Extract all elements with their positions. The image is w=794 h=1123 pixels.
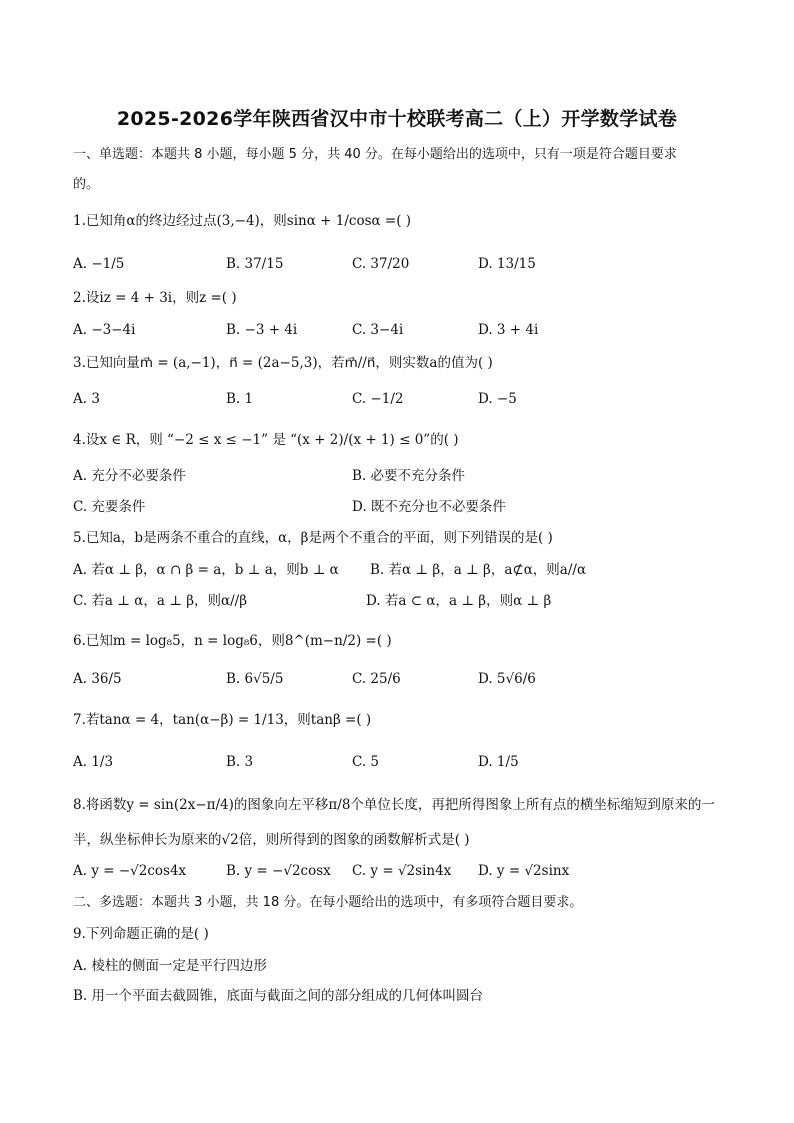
question-9-stem: 9.下列命题正确的是( ) xyxy=(73,926,209,942)
question-2-option-a: A. −3−4i xyxy=(73,322,136,338)
question-6-stem: 6.已知m = log₈5，n = log₈6，则8^(m−n/2) =( ) xyxy=(73,633,392,649)
question-9-option-b: B. 用一个平面去截圆锥，底面与截面之间的部分组成的几何体叫圆台 xyxy=(73,988,484,1004)
question-3-stem: 3.已知向量m⃗ = (a,−1)，n⃗ = (2a−5,3)，若m⃗//n⃗，则实数a的值为( ) xyxy=(73,355,493,371)
question-1-option-d: D. 13/15 xyxy=(478,256,536,272)
section-1-heading: 一、单选题：本题共 8 小题，每小题 5 分，共 40 分。在每小题给出的选项中，只有一项是符合题目要求 xyxy=(73,147,677,162)
section-1-heading-cont: 的。 xyxy=(73,177,100,192)
question-5-option-b: B. 若α ⊥ β，a ⊥ β，a⊄α，则a//α xyxy=(370,562,587,578)
question-4-option-c: C. 充要条件 xyxy=(73,499,146,515)
question-4-option-b: B. 必要不充分条件 xyxy=(352,468,466,484)
question-9-option-a: A. 棱柱的侧面一定是平行四边形 xyxy=(73,958,267,974)
question-8-stem: 8.将函数y = sin(2x−π/4)的图象向左平移π/8个单位长度，再把所得图象上所有点的横坐标缩短到原来的一 xyxy=(73,797,715,813)
question-6-option-d: D. 5√6/6 xyxy=(478,671,536,687)
question-1-option-c: C. 37/20 xyxy=(352,256,410,272)
question-7-option-d: D. 1/5 xyxy=(478,754,519,770)
question-5-option-a: A. 若α ⊥ β，α ∩ β = a，b ⊥ a，则b ⊥ α xyxy=(73,562,339,578)
question-6-option-b: B. 6√5/5 xyxy=(226,671,284,687)
question-8-option-b: B. y = −√2cosx xyxy=(226,863,331,879)
question-2-option-d: D. 3 + 4i xyxy=(478,322,539,338)
question-7-option-c: C. 5 xyxy=(352,754,380,770)
question-6-option-a: A. 36/5 xyxy=(73,671,122,687)
question-5-option-d: D. 若a ⊂ α，a ⊥ β，则α ⊥ β xyxy=(366,593,552,609)
question-5-stem: 5.已知a，b是两条不重合的直线，α，β是两个不重合的平面，则下列错误的是( ) xyxy=(73,530,553,546)
page-title: 2025-2026学年陕西省汉中市十校联考高二（上）开学数学试卷 xyxy=(116,108,678,130)
question-4-option-a: A. 充分不必要条件 xyxy=(73,468,186,484)
question-7-option-a: A. 1/3 xyxy=(73,754,114,770)
question-4-option-d: D. 既不充分也不必要条件 xyxy=(352,499,506,515)
question-8-option-a: A. y = −√2cos4x xyxy=(73,863,187,879)
section-2-heading: 二、多选题：本题共 3 小题，共 18 分。在每小题给出的选项中，有多项符合题目要求。 xyxy=(73,895,583,910)
question-3-option-a: A. 3 xyxy=(73,391,100,407)
question-2-stem: 2.设iz = 4 + 3i，则z =( ) xyxy=(73,290,237,306)
question-2-option-c: C. 3−4i xyxy=(352,322,404,338)
question-1-option-a: A. −1/5 xyxy=(73,256,125,272)
question-1-option-b: B. 37/15 xyxy=(226,256,284,272)
question-3-option-c: C. −1/2 xyxy=(352,391,404,407)
question-7-option-b: B. 3 xyxy=(226,754,254,770)
question-4-stem: 4.设x ∈ R，则 “−2 ≤ x ≤ −1” 是 “(x + 2)/(x + 1) ≤ 0”的( ) xyxy=(73,432,459,448)
question-7-stem: 7.若tanα = 4，tan(α−β) = 1/13，则tanβ =( ) xyxy=(73,712,372,728)
question-8-option-c: C. y = √2sin4x xyxy=(352,863,452,879)
question-6-option-c: C. 25/6 xyxy=(352,671,401,687)
question-3-option-d: D. −5 xyxy=(478,391,517,407)
question-8-option-d: D. y = √2sinx xyxy=(478,863,570,879)
question-8-stem-cont: 半，纵坐标伸长为原来的√2倍，则所得到的图象的函数解析式是( ) xyxy=(73,832,470,848)
question-2-option-b: B. −3 + 4i xyxy=(226,322,298,338)
question-5-option-c: C. 若a ⊥ α，a ⊥ β，则α//β xyxy=(73,593,248,609)
question-3-option-b: B. 1 xyxy=(226,391,254,407)
question-1-stem: 1.已知角α的终边经过点(3,−4)，则sinα + 1/cosα =( ) xyxy=(73,213,412,229)
